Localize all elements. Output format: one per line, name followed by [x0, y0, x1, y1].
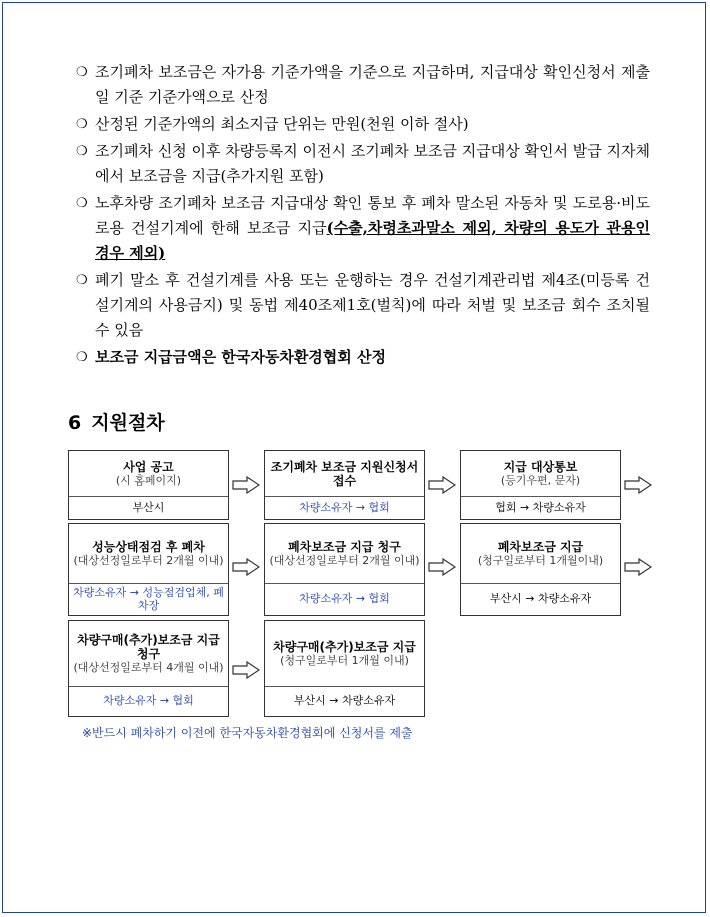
section-title: 지원절차 [91, 412, 165, 434]
arrow-right-icon [232, 661, 260, 679]
flow-box-title: 차량구매(추가)보조금 지급 청구 [77, 633, 220, 661]
arrow-right-icon [624, 476, 652, 494]
bullet-item [76, 112, 650, 137]
bullet-text: 폐기 말소 후 건설기계를 사용 또는 운행하는 경우 건설기계관리법 제4조(미등록 건설기계의 사용금지) 및 동법 제40조제1호(벌칙)에 따라 처벌 및 보조금 회수 조치될 수 있음 [95, 271, 650, 339]
bullet-list [76, 60, 650, 372]
flow-box-title: 지급 대상통보 [503, 460, 578, 474]
bullet-item [76, 191, 650, 266]
bullet-text: 조기폐차 신청 이후 차량등록지 이전시 조기폐차 보조금 지급대상 확인서 발급 지자체에서 보조금을 지급(추가지원 포함) [95, 142, 650, 185]
circle-bullet-icon: ❍ [76, 144, 88, 159]
arrow-right-icon [428, 476, 456, 494]
flow-box-sub: (등기우편, 문자) [500, 474, 581, 487]
circle-bullet-icon: ❍ [76, 65, 88, 80]
bullet-text: 조기폐차 보조금은 자가용 기준가액을 기준으로 지급하며, 지급대상 확인신청서 제출일 기준 기준가액으로 산정 [95, 63, 650, 106]
flow-box [460, 450, 621, 520]
flow-box [460, 523, 621, 616]
flow-box-title: 성능상태점검 후 폐차 [92, 540, 205, 554]
arrow-right-icon [428, 558, 456, 576]
flow-box-title: 사업 공고 [123, 460, 174, 474]
flow-box [68, 620, 229, 717]
bullet-text: 노후차량 조기폐차 보조금 지급대상 확인 통보 후 폐차 말소된 자동차 및 도로용·비도로용 건설기계에 한해 보조금 지급 [95, 194, 650, 237]
flow-box-sub: (청구일로부터 1개월 이내) [280, 654, 409, 667]
flow-box-title: 차량구매(추가)보조금 지급 [273, 640, 416, 654]
flow-box [68, 523, 229, 616]
flow-box-sub: (대상선정일로부터 4개월 이내) [73, 661, 224, 674]
bullet-item [76, 139, 650, 189]
circle-bullet-icon: ❍ [76, 196, 88, 211]
circle-bullet-icon: ❍ [76, 350, 88, 365]
flow-box-actor: 차량소유자 → 협회 [299, 592, 390, 605]
section-heading [68, 408, 165, 435]
arrow-right-icon [232, 558, 260, 576]
flow-box [68, 450, 229, 520]
bullet-text: 보조금 지급금액은 한국자동차환경협회 산정 [95, 348, 386, 366]
flow-box-actor: 차량소유자 → 성능점검업체, 폐차장 [73, 585, 224, 612]
flow-box-actor: 차량소유자 → 협회 [103, 694, 194, 707]
flow-box-actor: 차량소유자 → 협회 [299, 500, 390, 514]
flow-box-title: 폐차보조금 지급 청구 [288, 540, 401, 554]
bullet-item [76, 345, 650, 370]
bullet-item [76, 60, 650, 110]
flow-box-sub: (시 홈페이지) [115, 474, 182, 487]
flow-box [264, 620, 425, 717]
circle-bullet-icon: ❍ [76, 117, 88, 132]
bullet-text-wrap [95, 191, 650, 266]
flow-box-actor: 협회 → 차량소유자 [495, 500, 586, 514]
bullet-item [76, 268, 650, 343]
flow-box-actor: 부산시 → 차량소유자 [293, 694, 396, 707]
flow-box-sub: (대상선정일로부터 2개월 이내) [73, 554, 224, 567]
footnote: ※반드시 폐차하기 이전에 한국자동차환경협회에 신청서를 제출 [82, 726, 413, 740]
flow-box-actor: 부산시 [132, 500, 165, 514]
flow-box-actor: 부산시 → 차량소유자 [489, 592, 592, 605]
bullet-emphasis: (수출,차령초과말소 제외, 차량의 용도가 관용인 경우 제외) [95, 219, 650, 262]
flow-box-title: 조기폐차 보조금 지원신청서 접수 [270, 459, 419, 488]
arrow-right-icon [624, 558, 652, 576]
flow-box [264, 450, 425, 520]
arrow-right-icon [232, 476, 260, 494]
section-number: 6 [68, 412, 82, 434]
flow-box-sub: (청구일로부터 1개월이내) [477, 554, 604, 567]
bullet-text: 산정된 기준가액의 최소지급 단위는 만원(천원 이하 절사) [95, 115, 469, 133]
flow-box [264, 523, 425, 616]
circle-bullet-icon: ❍ [76, 273, 88, 288]
flow-box-sub: (대상선정일로부터 2개월 이내) [269, 554, 420, 567]
flow-box-title: 폐차보조금 지급 [497, 540, 584, 554]
